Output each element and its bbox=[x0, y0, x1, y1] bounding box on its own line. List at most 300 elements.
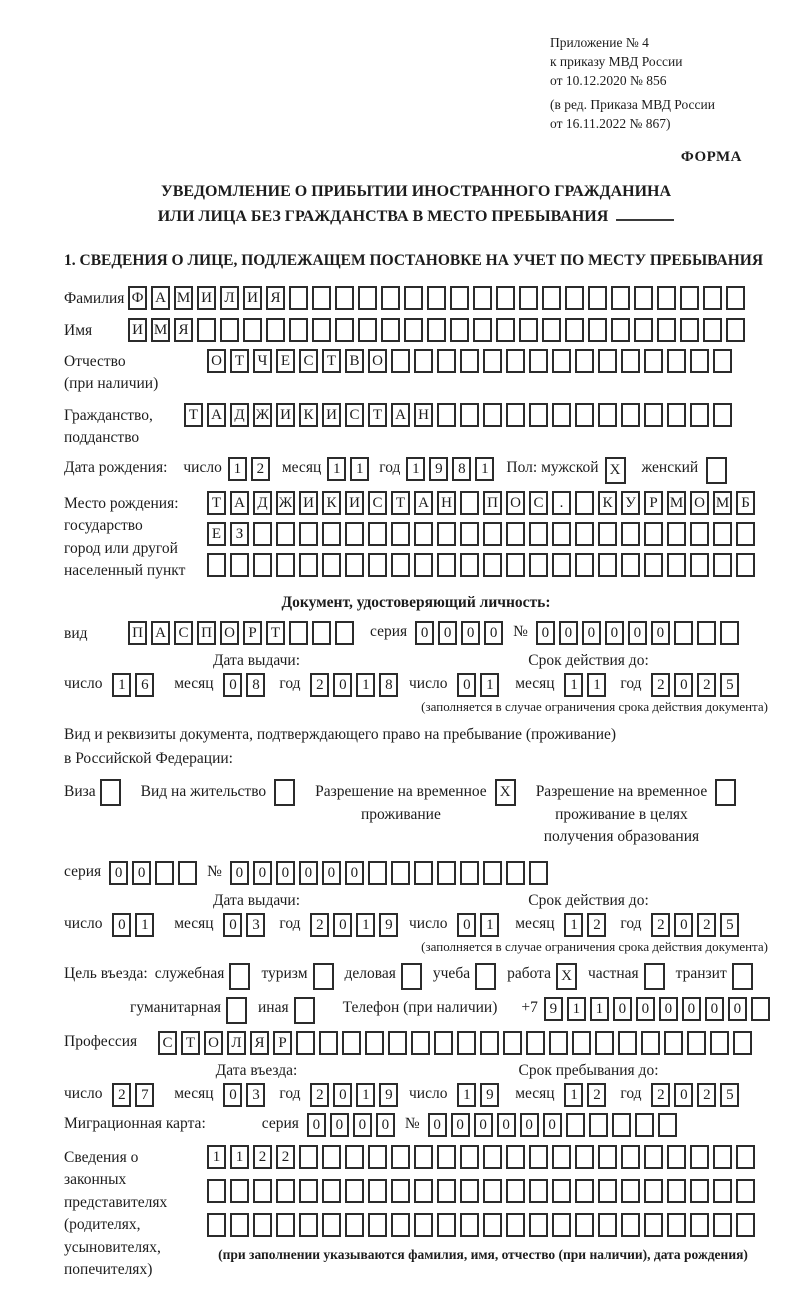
form-cell[interactable] bbox=[414, 1213, 433, 1237]
form-cell[interactable] bbox=[506, 349, 525, 373]
form-cell[interactable] bbox=[506, 553, 525, 577]
form-cell[interactable] bbox=[575, 491, 594, 515]
form-cell[interactable]: Т bbox=[184, 403, 203, 427]
form-cell[interactable] bbox=[365, 1031, 384, 1055]
form-cell[interactable]: 2 bbox=[651, 1083, 670, 1107]
form-cell[interactable]: 0 bbox=[230, 861, 249, 885]
form-cell[interactable] bbox=[575, 522, 594, 546]
form-cell[interactable] bbox=[388, 1031, 407, 1055]
form-cell[interactable] bbox=[542, 318, 561, 342]
form-cell[interactable]: 0 bbox=[543, 1113, 562, 1137]
form-cell[interactable]: З bbox=[230, 522, 249, 546]
form-cell[interactable] bbox=[552, 1213, 571, 1237]
form-cell[interactable]: 1 bbox=[564, 1083, 583, 1107]
form-cell[interactable]: А bbox=[207, 403, 226, 427]
form-cell[interactable]: 1 bbox=[356, 1083, 375, 1107]
form-cell[interactable]: 2 bbox=[697, 1083, 716, 1107]
form-cell[interactable] bbox=[736, 553, 755, 577]
form-cell[interactable] bbox=[611, 318, 630, 342]
form-cell[interactable] bbox=[621, 553, 640, 577]
form-cell[interactable] bbox=[391, 1179, 410, 1203]
form-cell[interactable] bbox=[552, 553, 571, 577]
form-cell[interactable] bbox=[667, 349, 686, 373]
form-cell[interactable]: 1 bbox=[356, 673, 375, 697]
form-cell[interactable] bbox=[460, 349, 479, 373]
form-cell[interactable] bbox=[253, 1213, 272, 1237]
form-cell[interactable] bbox=[345, 1145, 364, 1169]
form-cell[interactable] bbox=[368, 1145, 387, 1169]
form-cell[interactable] bbox=[313, 963, 334, 990]
form-cell[interactable]: Р bbox=[243, 621, 262, 645]
form-cell[interactable] bbox=[751, 997, 770, 1021]
form-cell[interactable]: 1 bbox=[564, 913, 583, 937]
form-cell[interactable] bbox=[299, 1145, 318, 1169]
form-cell[interactable]: 0 bbox=[333, 1083, 352, 1107]
form-cell[interactable] bbox=[519, 318, 538, 342]
form-cell[interactable] bbox=[155, 861, 174, 885]
form-cell[interactable]: 0 bbox=[461, 621, 480, 645]
form-cell[interactable] bbox=[697, 621, 716, 645]
form-cell[interactable] bbox=[335, 286, 354, 310]
form-cell[interactable]: 1 bbox=[564, 673, 583, 697]
form-cell[interactable] bbox=[715, 779, 736, 806]
form-cell[interactable] bbox=[276, 1179, 295, 1203]
form-cell[interactable] bbox=[437, 1213, 456, 1237]
form-cell[interactable] bbox=[312, 286, 331, 310]
form-cell[interactable] bbox=[713, 553, 732, 577]
form-cell[interactable] bbox=[296, 1031, 315, 1055]
form-cell[interactable] bbox=[345, 522, 364, 546]
form-cell[interactable]: И bbox=[128, 318, 147, 342]
form-cell[interactable] bbox=[483, 553, 502, 577]
form-cell[interactable]: 1 bbox=[350, 457, 369, 481]
form-cell[interactable]: Т bbox=[266, 621, 285, 645]
form-cell[interactable]: 2 bbox=[253, 1145, 272, 1169]
form-cell[interactable] bbox=[483, 522, 502, 546]
form-cell[interactable]: С bbox=[368, 491, 387, 515]
form-cell[interactable] bbox=[736, 1145, 755, 1169]
form-cell[interactable]: 1 bbox=[356, 913, 375, 937]
form-cell[interactable] bbox=[667, 1145, 686, 1169]
form-cell[interactable] bbox=[391, 522, 410, 546]
form-cell[interactable] bbox=[319, 1031, 338, 1055]
form-cell[interactable]: 0 bbox=[682, 997, 701, 1021]
form-cell[interactable] bbox=[621, 522, 640, 546]
form-cell[interactable] bbox=[690, 403, 709, 427]
form-cell[interactable]: П bbox=[128, 621, 147, 645]
form-cell[interactable] bbox=[404, 286, 423, 310]
form-cell[interactable]: Д bbox=[253, 491, 272, 515]
form-cell[interactable]: А bbox=[151, 286, 170, 310]
form-cell[interactable]: X bbox=[556, 963, 577, 990]
form-cell[interactable] bbox=[611, 286, 630, 310]
form-cell[interactable]: М bbox=[151, 318, 170, 342]
form-cell[interactable] bbox=[667, 1213, 686, 1237]
form-cell[interactable]: 0 bbox=[536, 621, 555, 645]
form-cell[interactable]: Ф bbox=[128, 286, 147, 310]
form-cell[interactable]: 7 bbox=[135, 1083, 154, 1107]
form-cell[interactable] bbox=[575, 349, 594, 373]
form-cell[interactable] bbox=[368, 1213, 387, 1237]
form-cell[interactable]: 0 bbox=[376, 1113, 395, 1137]
form-cell[interactable] bbox=[680, 286, 699, 310]
form-cell[interactable] bbox=[414, 349, 433, 373]
form-cell[interactable] bbox=[565, 318, 584, 342]
form-cell[interactable] bbox=[575, 1145, 594, 1169]
form-cell[interactable]: 0 bbox=[613, 997, 632, 1021]
form-cell[interactable]: Ч bbox=[253, 349, 272, 373]
form-cell[interactable] bbox=[552, 403, 571, 427]
form-cell[interactable] bbox=[335, 318, 354, 342]
form-cell[interactable]: 2 bbox=[587, 913, 606, 937]
form-cell[interactable]: 0 bbox=[299, 861, 318, 885]
form-cell[interactable]: 0 bbox=[333, 673, 352, 697]
form-cell[interactable] bbox=[358, 286, 377, 310]
form-cell[interactable]: О bbox=[368, 349, 387, 373]
form-cell[interactable] bbox=[437, 1179, 456, 1203]
form-cell[interactable] bbox=[391, 553, 410, 577]
form-cell[interactable]: Т bbox=[391, 491, 410, 515]
form-cell[interactable]: О bbox=[204, 1031, 223, 1055]
form-cell[interactable]: Е bbox=[207, 522, 226, 546]
form-cell[interactable]: 0 bbox=[484, 621, 503, 645]
form-cell[interactable]: 0 bbox=[253, 861, 272, 885]
form-cell[interactable]: О bbox=[506, 491, 525, 515]
form-cell[interactable] bbox=[345, 1179, 364, 1203]
form-cell[interactable] bbox=[457, 1031, 476, 1055]
form-cell[interactable] bbox=[713, 1179, 732, 1203]
form-cell[interactable]: 0 bbox=[705, 997, 724, 1021]
form-cell[interactable]: 0 bbox=[636, 997, 655, 1021]
form-cell[interactable]: 6 bbox=[135, 673, 154, 697]
form-cell[interactable] bbox=[483, 861, 502, 885]
form-cell[interactable] bbox=[299, 1213, 318, 1237]
form-cell[interactable]: 2 bbox=[651, 913, 670, 937]
form-cell[interactable]: 9 bbox=[544, 997, 563, 1021]
form-cell[interactable]: Я bbox=[266, 286, 285, 310]
form-cell[interactable] bbox=[312, 621, 331, 645]
form-cell[interactable]: Я bbox=[174, 318, 193, 342]
form-cell[interactable]: А bbox=[230, 491, 249, 515]
form-cell[interactable] bbox=[414, 861, 433, 885]
form-cell[interactable] bbox=[575, 403, 594, 427]
form-cell[interactable] bbox=[229, 963, 250, 990]
form-cell[interactable]: 9 bbox=[429, 457, 448, 481]
form-cell[interactable]: 0 bbox=[728, 997, 747, 1021]
form-cell[interactable] bbox=[598, 1213, 617, 1237]
form-cell[interactable] bbox=[226, 997, 247, 1024]
form-cell[interactable]: 1 bbox=[475, 457, 494, 481]
form-cell[interactable] bbox=[621, 403, 640, 427]
form-cell[interactable] bbox=[401, 963, 422, 990]
form-cell[interactable] bbox=[595, 1031, 614, 1055]
form-cell[interactable]: 0 bbox=[109, 861, 128, 885]
form-cell[interactable]: Я bbox=[250, 1031, 269, 1055]
form-cell[interactable]: 0 bbox=[451, 1113, 470, 1137]
form-cell[interactable] bbox=[529, 1179, 548, 1203]
form-cell[interactable]: Н bbox=[437, 491, 456, 515]
form-cell[interactable]: 0 bbox=[223, 1083, 242, 1107]
form-cell[interactable] bbox=[657, 286, 676, 310]
form-cell[interactable] bbox=[706, 457, 727, 484]
form-cell[interactable]: 3 bbox=[246, 913, 265, 937]
form-cell[interactable] bbox=[529, 861, 548, 885]
form-cell[interactable] bbox=[726, 286, 745, 310]
form-cell[interactable] bbox=[644, 553, 663, 577]
form-cell[interactable] bbox=[575, 553, 594, 577]
form-cell[interactable] bbox=[644, 522, 663, 546]
form-cell[interactable] bbox=[345, 553, 364, 577]
form-cell[interactable]: 0 bbox=[559, 621, 578, 645]
form-cell[interactable]: Р bbox=[644, 491, 663, 515]
form-cell[interactable] bbox=[644, 1145, 663, 1169]
form-cell[interactable] bbox=[197, 318, 216, 342]
form-cell[interactable] bbox=[519, 286, 538, 310]
form-cell[interactable]: 0 bbox=[457, 913, 476, 937]
form-cell[interactable]: 0 bbox=[474, 1113, 493, 1137]
form-cell[interactable] bbox=[391, 1145, 410, 1169]
form-cell[interactable]: Б bbox=[736, 491, 755, 515]
form-cell[interactable]: 2 bbox=[310, 673, 329, 697]
form-cell[interactable] bbox=[230, 1213, 249, 1237]
form-cell[interactable]: 0 bbox=[415, 621, 434, 645]
form-cell[interactable] bbox=[391, 1213, 410, 1237]
form-cell[interactable] bbox=[427, 286, 446, 310]
form-cell[interactable]: 1 bbox=[406, 457, 425, 481]
form-cell[interactable]: М bbox=[174, 286, 193, 310]
form-cell[interactable] bbox=[644, 1179, 663, 1203]
form-cell[interactable]: 1 bbox=[480, 913, 499, 937]
form-cell[interactable] bbox=[473, 286, 492, 310]
form-cell[interactable] bbox=[641, 1031, 660, 1055]
form-cell[interactable] bbox=[483, 403, 502, 427]
form-cell[interactable] bbox=[713, 1213, 732, 1237]
form-cell[interactable]: 2 bbox=[310, 913, 329, 937]
form-cell[interactable] bbox=[322, 553, 341, 577]
form-cell[interactable] bbox=[289, 286, 308, 310]
form-cell[interactable] bbox=[667, 522, 686, 546]
form-cell[interactable] bbox=[276, 522, 295, 546]
form-cell[interactable] bbox=[460, 553, 479, 577]
form-cell[interactable] bbox=[358, 318, 377, 342]
form-cell[interactable] bbox=[506, 1179, 525, 1203]
form-cell[interactable] bbox=[503, 1031, 522, 1055]
form-cell[interactable]: 9 bbox=[480, 1083, 499, 1107]
form-cell[interactable] bbox=[460, 861, 479, 885]
form-cell[interactable] bbox=[483, 349, 502, 373]
form-cell[interactable] bbox=[529, 1145, 548, 1169]
form-cell[interactable] bbox=[529, 403, 548, 427]
form-cell[interactable]: К bbox=[299, 403, 318, 427]
form-cell[interactable]: 9 bbox=[379, 1083, 398, 1107]
form-cell[interactable]: О bbox=[220, 621, 239, 645]
form-cell[interactable]: 0 bbox=[651, 621, 670, 645]
form-cell[interactable]: М bbox=[667, 491, 686, 515]
form-cell[interactable]: А bbox=[151, 621, 170, 645]
form-cell[interactable]: Р bbox=[273, 1031, 292, 1055]
form-cell[interactable] bbox=[621, 1213, 640, 1237]
form-cell[interactable] bbox=[598, 1145, 617, 1169]
form-cell[interactable] bbox=[274, 779, 295, 806]
form-cell[interactable]: Ж bbox=[276, 491, 295, 515]
form-cell[interactable] bbox=[276, 553, 295, 577]
form-cell[interactable]: 0 bbox=[628, 621, 647, 645]
form-cell[interactable] bbox=[529, 553, 548, 577]
form-cell[interactable] bbox=[506, 861, 525, 885]
form-cell[interactable] bbox=[437, 349, 456, 373]
form-cell[interactable]: Л bbox=[227, 1031, 246, 1055]
form-cell[interactable] bbox=[575, 1213, 594, 1237]
form-cell[interactable] bbox=[312, 318, 331, 342]
form-cell[interactable] bbox=[690, 349, 709, 373]
form-cell[interactable]: Л bbox=[220, 286, 239, 310]
form-cell[interactable] bbox=[621, 1145, 640, 1169]
form-cell[interactable] bbox=[253, 522, 272, 546]
form-cell[interactable]: С bbox=[345, 403, 364, 427]
form-cell[interactable]: 0 bbox=[674, 1083, 693, 1107]
form-cell[interactable]: 1 bbox=[230, 1145, 249, 1169]
form-cell[interactable] bbox=[289, 318, 308, 342]
form-cell[interactable]: И bbox=[345, 491, 364, 515]
form-cell[interactable] bbox=[391, 349, 410, 373]
form-cell[interactable]: . bbox=[552, 491, 571, 515]
form-cell[interactable] bbox=[621, 1179, 640, 1203]
form-cell[interactable]: И bbox=[243, 286, 262, 310]
form-cell[interactable] bbox=[598, 553, 617, 577]
form-cell[interactable] bbox=[506, 1213, 525, 1237]
form-cell[interactable] bbox=[552, 349, 571, 373]
form-cell[interactable] bbox=[598, 349, 617, 373]
form-cell[interactable] bbox=[720, 621, 739, 645]
form-cell[interactable]: 2 bbox=[587, 1083, 606, 1107]
form-cell[interactable] bbox=[335, 621, 354, 645]
form-cell[interactable] bbox=[437, 861, 456, 885]
form-cell[interactable]: Т bbox=[368, 403, 387, 427]
form-cell[interactable]: 0 bbox=[659, 997, 678, 1021]
form-cell[interactable]: И bbox=[197, 286, 216, 310]
form-cell[interactable] bbox=[483, 1213, 502, 1237]
form-cell[interactable] bbox=[733, 1031, 752, 1055]
form-cell[interactable] bbox=[411, 1031, 430, 1055]
form-cell[interactable] bbox=[414, 1179, 433, 1203]
form-cell[interactable] bbox=[529, 522, 548, 546]
form-cell[interactable] bbox=[368, 861, 387, 885]
form-cell[interactable] bbox=[460, 1213, 479, 1237]
form-cell[interactable]: 0 bbox=[497, 1113, 516, 1137]
form-cell[interactable]: 1 bbox=[457, 1083, 476, 1107]
form-cell[interactable]: 0 bbox=[112, 913, 131, 937]
form-cell[interactable]: 8 bbox=[379, 673, 398, 697]
form-cell[interactable]: 8 bbox=[452, 457, 471, 481]
form-cell[interactable]: В bbox=[345, 349, 364, 373]
form-cell[interactable]: И bbox=[299, 491, 318, 515]
form-cell[interactable] bbox=[736, 522, 755, 546]
form-cell[interactable] bbox=[588, 318, 607, 342]
form-cell[interactable] bbox=[690, 1145, 709, 1169]
form-cell[interactable] bbox=[207, 553, 226, 577]
form-cell[interactable] bbox=[450, 286, 469, 310]
form-cell[interactable] bbox=[207, 1213, 226, 1237]
form-cell[interactable]: 1 bbox=[228, 457, 247, 481]
form-cell[interactable] bbox=[207, 1179, 226, 1203]
form-cell[interactable] bbox=[634, 286, 653, 310]
form-cell[interactable] bbox=[253, 1179, 272, 1203]
form-cell[interactable] bbox=[657, 318, 676, 342]
form-cell[interactable] bbox=[404, 318, 423, 342]
form-cell[interactable]: 0 bbox=[353, 1113, 372, 1137]
form-cell[interactable]: 0 bbox=[457, 673, 476, 697]
form-cell[interactable] bbox=[713, 349, 732, 373]
form-cell[interactable]: Т bbox=[322, 349, 341, 373]
form-cell[interactable]: П bbox=[483, 491, 502, 515]
form-cell[interactable] bbox=[634, 318, 653, 342]
form-cell[interactable]: Д bbox=[230, 403, 249, 427]
form-cell[interactable] bbox=[460, 403, 479, 427]
form-cell[interactable]: 0 bbox=[438, 621, 457, 645]
form-cell[interactable] bbox=[427, 318, 446, 342]
form-cell[interactable] bbox=[483, 1179, 502, 1203]
form-cell[interactable] bbox=[473, 318, 492, 342]
form-cell[interactable] bbox=[496, 318, 515, 342]
form-cell[interactable] bbox=[565, 286, 584, 310]
form-cell[interactable] bbox=[703, 286, 722, 310]
form-cell[interactable] bbox=[437, 403, 456, 427]
form-cell[interactable]: 5 bbox=[720, 1083, 739, 1107]
form-cell[interactable] bbox=[674, 621, 693, 645]
form-cell[interactable]: 0 bbox=[132, 861, 151, 885]
form-cell[interactable] bbox=[690, 553, 709, 577]
form-cell[interactable] bbox=[299, 553, 318, 577]
form-cell[interactable]: 0 bbox=[223, 673, 242, 697]
form-cell[interactable]: С bbox=[299, 349, 318, 373]
form-cell[interactable]: И bbox=[276, 403, 295, 427]
form-cell[interactable]: 0 bbox=[330, 1113, 349, 1137]
form-cell[interactable]: К bbox=[322, 491, 341, 515]
form-cell[interactable] bbox=[450, 318, 469, 342]
form-cell[interactable]: 0 bbox=[674, 913, 693, 937]
form-cell[interactable]: 2 bbox=[310, 1083, 329, 1107]
form-cell[interactable] bbox=[644, 963, 665, 990]
form-cell[interactable] bbox=[667, 403, 686, 427]
form-cell[interactable] bbox=[644, 403, 663, 427]
form-cell[interactable] bbox=[690, 1179, 709, 1203]
form-cell[interactable] bbox=[230, 553, 249, 577]
form-cell[interactable] bbox=[460, 1179, 479, 1203]
form-cell[interactable] bbox=[483, 1145, 502, 1169]
form-cell[interactable] bbox=[437, 1145, 456, 1169]
form-cell[interactable] bbox=[713, 522, 732, 546]
form-cell[interactable]: П bbox=[197, 621, 216, 645]
form-cell[interactable]: Т bbox=[230, 349, 249, 373]
form-cell[interactable]: 0 bbox=[223, 913, 242, 937]
form-cell[interactable] bbox=[243, 318, 262, 342]
form-cell[interactable]: X bbox=[495, 779, 516, 806]
form-cell[interactable]: Е bbox=[276, 349, 295, 373]
form-cell[interactable]: 5 bbox=[720, 673, 739, 697]
form-cell[interactable] bbox=[552, 1145, 571, 1169]
form-cell[interactable] bbox=[710, 1031, 729, 1055]
form-cell[interactable]: 2 bbox=[697, 673, 716, 697]
form-cell[interactable] bbox=[549, 1031, 568, 1055]
form-cell[interactable] bbox=[506, 522, 525, 546]
form-cell[interactable]: К bbox=[598, 491, 617, 515]
form-cell[interactable]: 1 bbox=[590, 997, 609, 1021]
form-cell[interactable] bbox=[496, 286, 515, 310]
form-cell[interactable] bbox=[322, 1213, 341, 1237]
form-cell[interactable]: С bbox=[158, 1031, 177, 1055]
form-cell[interactable] bbox=[621, 349, 640, 373]
form-cell[interactable] bbox=[178, 861, 197, 885]
